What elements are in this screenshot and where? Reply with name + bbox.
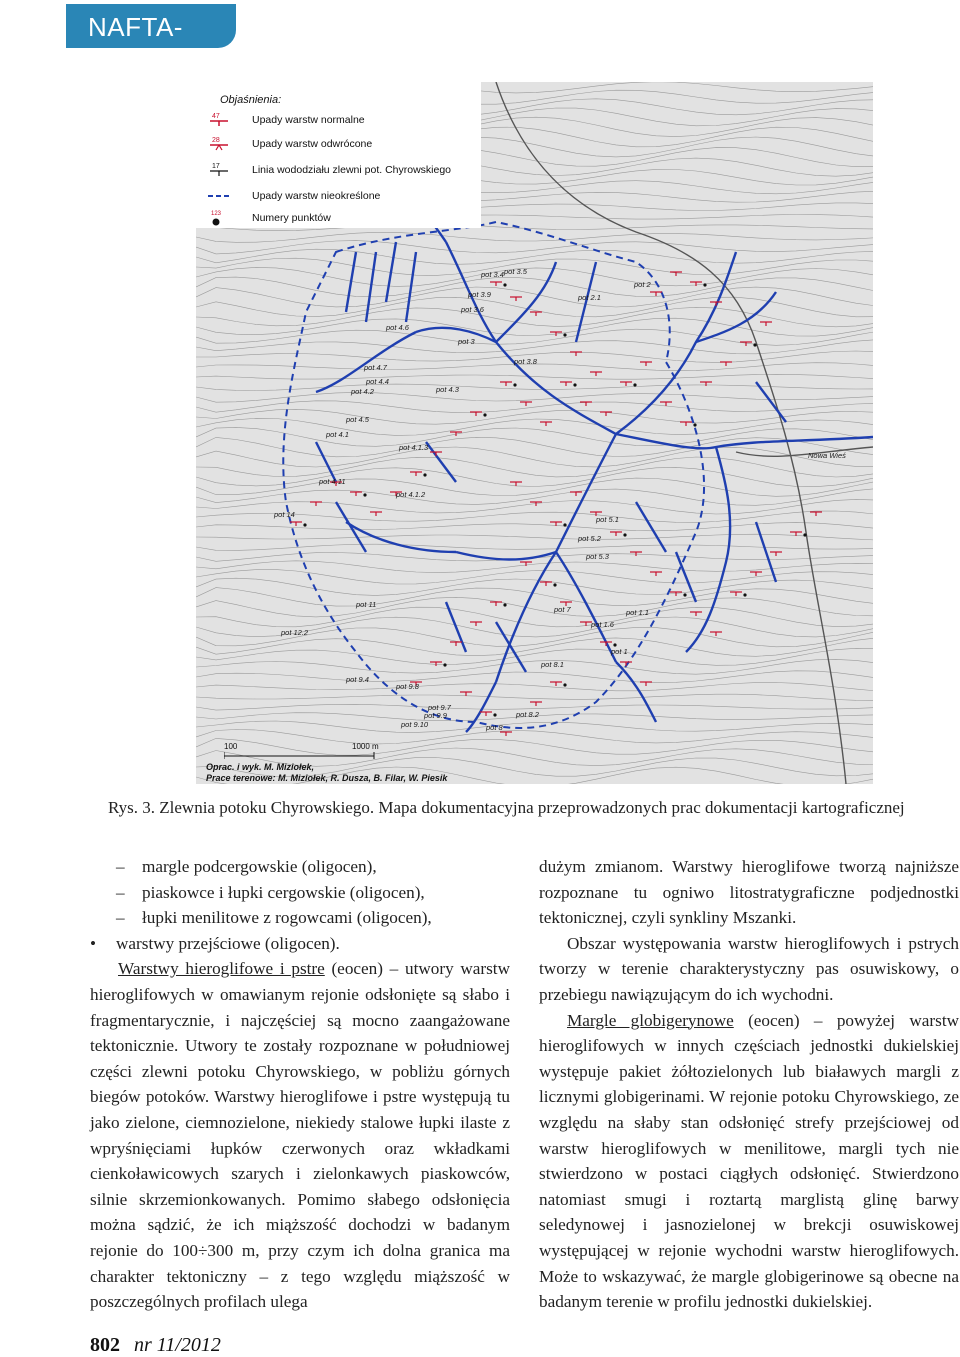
list-marker: – — [116, 908, 125, 928]
normal-dip-icon — [208, 110, 232, 132]
issue-number: nr 11/2012 — [134, 1334, 221, 1356]
paragraph-continuation: dużym zmianom. Warstwy hieroglifowe tworzą najniższe rozpoznane tu ogniwo litostratygraficzne podjednostki tektonicznej, czyli synkliny Mszanki. — [539, 857, 959, 928]
tributary-line — [366, 252, 376, 322]
point-dot-icon — [208, 208, 232, 230]
contour-line — [196, 694, 873, 700]
stream-label: pot 4.7 — [364, 363, 387, 372]
paragraph-text: (eocen) – powyżej warstw hieroglifowych w innych częściach jednostki dukielskiej występuje pakiet żółtozielonych lub białawych margli z licznymi globigerinami. W rejonie potoku Chyrowskiego, ze względu na słaby stan odsłonięć strefy przejściowej od warstw hieroglifowych w menilitowe, margli tych nie stwierdzono w postaci ciągłych odsłonięć. Stwierdzono natomiast smugi i roztartą marglistą glinę barwy seledynowej i jasnozielonej w brekcji osuwiskowej występującej w rejonie wychodni warstw hieroglifowych. Może to wskazywać, że margle globigerinowe są obecne na badanym terenie w profilu jednostki dukielskiej. — [539, 1010, 960, 1312]
watershed-line — [283, 222, 704, 728]
dashed-line-icon — [208, 186, 232, 208]
road-line — [496, 82, 846, 784]
scale-bar — [224, 742, 384, 762]
contour-line — [196, 523, 873, 531]
contour-line — [196, 671, 873, 683]
contour-line — [196, 511, 873, 522]
term-hieroglyphic-beds: Warstwy hieroglifowe i pstre — [118, 959, 325, 979]
journal-header-tab — [66, 4, 236, 73]
stream-label: pot 9.7 — [428, 703, 451, 712]
stream-label: pot 8 — [486, 723, 503, 732]
tributary-line — [406, 252, 416, 322]
point-dot — [553, 583, 556, 586]
contour-line — [196, 258, 873, 275]
tributary-line — [636, 502, 666, 552]
svg-text:47: 47 — [212, 113, 220, 120]
stream-label: pot 9.4 — [346, 675, 369, 684]
paragraph-landslide-belt: Obszar występowania warstw hieroglifowych i pstrych tworzy w terenie charakterystyczny pas osuwiskowy, o przebiegu nawiązującym do ich wychodni. — [539, 933, 959, 1004]
credits-line: Prace terenowe: M. Miziołek, R. Dusza, B. Filar, W. Piesik — [206, 773, 448, 783]
point-dot — [683, 593, 686, 596]
stream-label: pot 3 — [458, 337, 475, 346]
right-column — [539, 854, 959, 1315]
contour-line — [196, 467, 873, 486]
stream-label: pot 1 — [611, 647, 628, 656]
stream-label: pot 4.2 — [351, 387, 374, 396]
stream-label: pot 14 — [274, 510, 295, 519]
stream-label: pot 2 — [634, 280, 651, 289]
stream-label: pot 5.2 — [578, 534, 601, 543]
stream-label: pot 3.9 — [468, 290, 491, 299]
legend-item-undetermined — [208, 186, 478, 208]
stream-label: pot 4.11 — [319, 477, 346, 486]
legend-label: Linia wododziału zlewni pot. Chyrowskiego — [252, 164, 452, 176]
svg-text:123: 123 — [211, 211, 222, 217]
legend-title: Objaśnienia: — [220, 94, 282, 106]
list-item — [90, 854, 510, 880]
contour-line — [196, 730, 873, 745]
stream-label: pot 4.1 — [326, 430, 349, 439]
contour-line — [196, 683, 873, 691]
term-globigerina-marls: Margle globigerynowe — [567, 1010, 734, 1030]
contour-line — [196, 447, 873, 467]
contour-line — [196, 648, 873, 665]
contour-line — [196, 409, 873, 424]
contour-line — [196, 597, 873, 617]
contour-line — [196, 437, 873, 457]
page-footer — [90, 1334, 221, 1357]
legend-label: Upady warstw nieokreślone — [252, 190, 381, 202]
stream-label: pot 2.1 — [578, 293, 601, 302]
stream-label: pot 9.9 — [424, 711, 447, 720]
stream-label: pot 4.5 — [346, 415, 369, 424]
watershed-icon — [208, 160, 232, 182]
point-dot — [743, 593, 746, 596]
point-dot — [503, 603, 506, 606]
stream-label: pot 11 — [356, 600, 377, 609]
paragraph-text: (eocen) – utwory warstw hieroglifowych w omawianym rejonie odsłonięte są słabo i fragmentarycznie, i najczęściej są mocno zaangażowane tektonicznie. Utwory te zostały rozpoznane w południowej części zlewni potoku Chyrowskiego, w pobliżu górnych biegów potoków. Warstwy hieroglifowe i pstre występują tu jako zielone, ciemnozielone, niekiedy stalowe łupki ilaste z wpryśnięciami łupków czerwonych oraz wkładkami cienkoławicowych szarych i zielonkawych piaskowców, silnie skrzemionkowanych. Pomimo słabego odsłonięcia można sądzić, że ich miąższość dochodzi w badanym rejonie do 100÷300 m, przy czym ich dolna granica ma charakter tektoniczny – z tego względu miąższość w poszczególnych profilach ulega — [90, 959, 510, 1312]
legend-item-overturned-dips — [208, 134, 478, 156]
point-dot — [423, 473, 426, 476]
contour-line — [196, 534, 873, 540]
stream-label: pot 4.6 — [386, 323, 409, 332]
point-dot — [563, 683, 566, 686]
stream-label: pot 4.3 — [436, 385, 459, 394]
stream-label: pot 8.1 — [541, 660, 564, 669]
point-dot — [513, 383, 516, 386]
point-dot — [493, 713, 496, 716]
legend-item-point-numbers — [208, 208, 478, 230]
stream-label: pot 1.1 — [626, 608, 649, 617]
point-dot — [363, 493, 366, 496]
list-marker: • — [90, 933, 97, 953]
stream-label: pot 3.8 — [514, 357, 537, 366]
contour-line — [196, 478, 873, 496]
stream-labels — [273, 267, 846, 732]
legend-item-watershed — [208, 160, 478, 182]
list-item — [90, 931, 510, 957]
legend-label: Numery punktów — [252, 212, 331, 224]
contour-line — [196, 721, 873, 732]
river-line — [456, 552, 556, 560]
list-marker: – — [116, 857, 125, 876]
stream-label: pot 5.3 — [586, 552, 609, 561]
paragraph-hieroglyphic-beds — [90, 956, 510, 1314]
svg-text:28: 28 — [212, 137, 220, 144]
scale-end-label: 1000 m — [352, 742, 379, 751]
legend-item-normal-dips — [208, 110, 478, 132]
point-dot — [803, 533, 806, 536]
point-dot — [443, 663, 446, 666]
figure-caption: Rys. 3. Zlewnia potoku Chyrowskiego. Mapa dokumentacyjna przeprowadzonych prac dokumentacji kartograficznej — [108, 798, 905, 817]
stream-label: Nowa Wieś — [808, 451, 846, 460]
stream-label: pot 9.8 — [396, 682, 419, 691]
list-item — [90, 905, 510, 931]
map-credits — [206, 762, 447, 784]
map-legend — [196, 82, 481, 228]
contour-line — [196, 241, 873, 254]
list-item — [90, 880, 510, 906]
point-dot — [633, 383, 636, 386]
map-figure — [196, 82, 873, 784]
tributary-line — [426, 442, 456, 482]
point-dot — [303, 523, 306, 526]
list-text: margle podcergowskie (oligocen), — [142, 857, 377, 876]
stream-label: pot 3.6 — [461, 305, 484, 314]
paragraph-globigerina-marls — [539, 1008, 959, 1315]
legend-label: Upady warstw normalne — [252, 114, 365, 126]
svg-text:17: 17 — [212, 163, 220, 170]
point-dot — [563, 523, 566, 526]
river-line — [416, 328, 496, 342]
stream-label: pot 4.4 — [366, 377, 389, 386]
contour-line — [196, 607, 873, 627]
list-text: warstwy przejściowe (oligocen). — [116, 933, 340, 953]
point-dot — [483, 413, 486, 416]
page-number: 802 — [90, 1334, 120, 1356]
point-dot — [693, 423, 696, 426]
stream-label: pot 3.4 — [481, 270, 504, 279]
scale-start-label: 100 — [224, 742, 238, 751]
point-dot — [623, 533, 626, 536]
contour-line — [196, 267, 873, 286]
list-text: piaskowce i łupki cergowskie (oligocen), — [142, 882, 425, 902]
road-lines — [496, 82, 873, 784]
stream-label: pot 5.1 — [596, 515, 619, 524]
stream-label: pot 9.10 — [401, 720, 429, 729]
stream-label: pot 4.1.3 — [399, 443, 429, 452]
left-column — [90, 854, 510, 1315]
river-line — [616, 434, 873, 448]
river-line — [686, 447, 730, 652]
point-dot — [503, 283, 506, 286]
legend-label: Upady warstw odwrócone — [252, 138, 373, 150]
contour-line — [196, 418, 873, 435]
list-marker: – — [116, 882, 125, 902]
stream-label: pot 8.2 — [516, 710, 539, 719]
contour-line — [196, 489, 873, 506]
journal-name: NAFTA-GAZ — [88, 12, 183, 73]
point-dot — [563, 333, 566, 336]
contour-line — [196, 318, 873, 336]
list-text: łupki menilitowe z rogowcami (oligocen), — [142, 908, 432, 928]
tributary-line — [576, 262, 596, 342]
point-dot — [753, 343, 756, 346]
stream-label: pot 7 — [554, 605, 571, 614]
point-dot — [573, 383, 576, 386]
contour-line — [196, 232, 873, 242]
stream-label: pot 3.5 — [504, 267, 527, 276]
credits-line: Oprac. i wyk. M. Miziołek, — [206, 762, 315, 772]
stream-label: pot 4.1.2 — [396, 490, 426, 499]
stream-label: pot 12.2 — [281, 628, 309, 637]
point-dot — [703, 283, 706, 286]
stream-label: pot 1.6 — [591, 620, 614, 629]
overturned-dip-icon — [208, 134, 232, 156]
contour-line — [196, 374, 873, 379]
tributary-line — [316, 442, 336, 482]
